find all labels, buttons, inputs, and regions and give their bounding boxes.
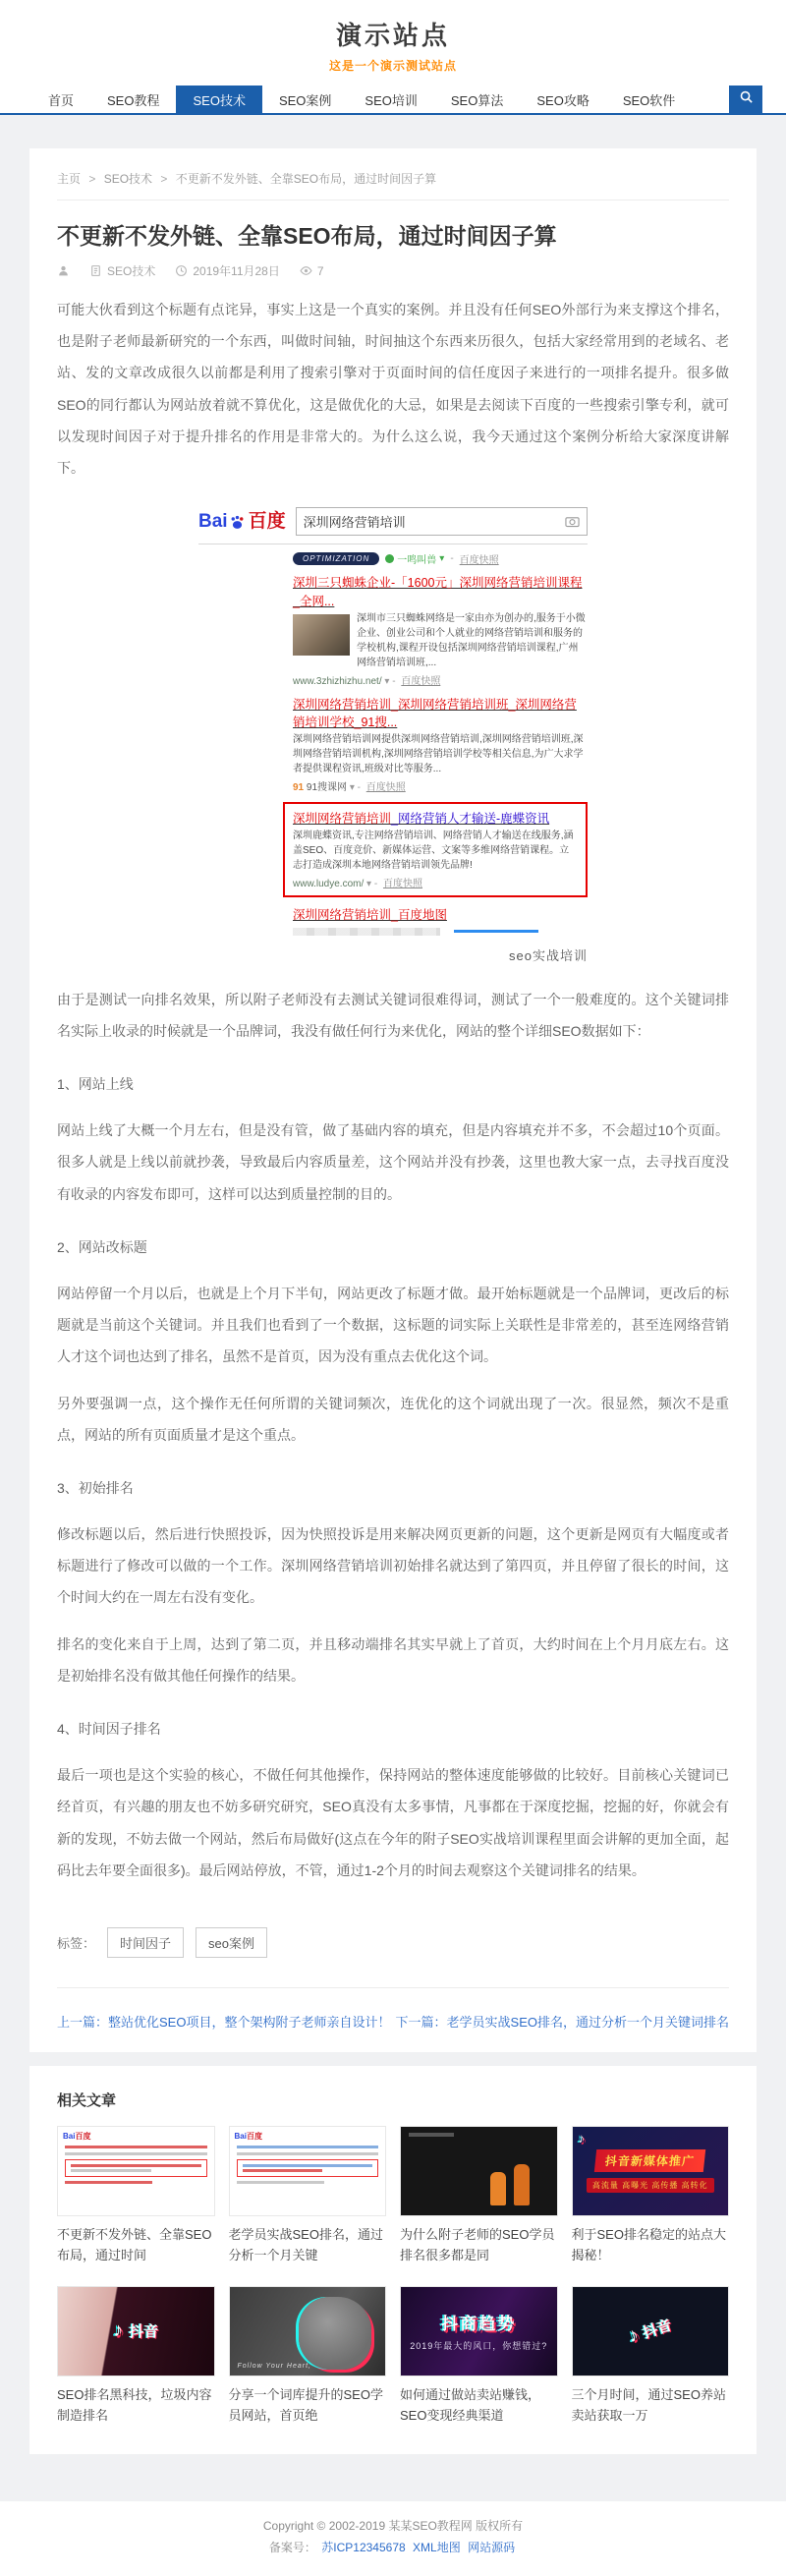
nav-item-seo-algorithm[interactable]: SEO算法 <box>450 92 504 108</box>
related-item-3[interactable] <box>400 2126 558 2266</box>
main-nav <box>0 86 786 115</box>
article-image-baidu-serp <box>198 507 588 964</box>
section-heading: 1、网站上线 <box>57 1076 134 1092</box>
nav-item-seo-tech[interactable]: SEO技术 <box>176 86 261 113</box>
baidu-logo: Bai 百度 <box>198 511 286 533</box>
tag-seo-case[interactable]: seo案例 <box>196 1927 267 1958</box>
related-title: 如何通过做站卖站赚钱，SEO变现经典渠道 <box>400 2386 541 2424</box>
article-meta <box>57 262 729 279</box>
related-item-6[interactable] <box>229 2286 387 2427</box>
related-title: 利于SEO排名稳定的站点大揭秘！ <box>571 2226 726 2263</box>
breadcrumb-current: 不更新不发外链、全靠SEO布局，通过时间因子算 <box>175 172 437 186</box>
site-subtitle: 这是一个演示测试站点 <box>328 59 457 73</box>
breadcrumb <box>57 170 729 200</box>
paragraph: 由于是测试一向排名效果，所以附子老师没有去测试关键词很难得词，测试了一个一般难度的。这个关键词排名实际上收录的时候就是一个品牌词，我没有做任何行为来优化，网站的整个详细SEO数据如下： <box>57 991 729 1039</box>
prev-post-link[interactable]: 上一篇：整站优化SEO项目，整个架构附子老师亲自设计！ <box>57 2014 391 2030</box>
related-title: 为什么附子老师的SEO学员排名很多都是同 <box>400 2226 555 2263</box>
related-thumb-cat: Follow Your Heart, <box>229 2286 387 2376</box>
breadcrumb-section[interactable]: SEO技术 <box>103 172 153 186</box>
related-thumb-douyin-phone: ♪ 抖音 <box>57 2286 215 2376</box>
serp-user-row: OPTIMIZATION 一鸣叫兽 ▾ - 百度快照 <box>293 551 588 566</box>
paragraph: 网站上线了大概一个月左右，但是没有管，做了基础内容的填充，但是内容填充并不多，不会超过10个页面。很多人就是上线以前就抄袭，导致最后内容质量差，这个网站并没有抄袭，这里也教大家一点，去寻找百度没有收录的内容发布即可，这样可以达到质量控制的目的。 <box>57 1122 729 1202</box>
author-icon <box>57 264 70 277</box>
breadcrumb-home[interactable]: 主页 <box>57 172 82 186</box>
user-avatar-icon <box>385 554 394 563</box>
related-item-5[interactable] <box>57 2286 215 2427</box>
site-title: 演示站点 <box>335 21 450 50</box>
related-item-4[interactable] <box>572 2126 730 2266</box>
category-link[interactable]: SEO技术 <box>89 262 155 279</box>
eye-icon <box>300 264 312 277</box>
nav-item-seo-tutorial[interactable]: SEO教程 <box>107 92 160 108</box>
douyin-note-icon: ♪ <box>113 2319 124 2342</box>
icp-link[interactable]: 苏ICP12345678 <box>321 2540 406 2554</box>
serp-result-2: 深圳网络营销培训_深圳网络营销培训班_深圳网络营销培训学校_91搜... 深圳网络营销培训网提供深圳网络营销培训,深圳网络营销培训班,深圳网络营销培训机构,深圳网络营销培训学校等相关信息,为广大求学者提供课程资讯,班级对比等服务... 91 91搜课网 ▾ - 百度快照 <box>293 697 584 794</box>
xml-sitemap-link[interactable]: XML地图 <box>413 2540 461 2554</box>
related-item-8[interactable] <box>572 2286 730 2427</box>
tag-list <box>57 1927 729 1958</box>
paragraph: 修改标题以后，然后进行快照投诉，因为快照投诉是用来解决网页更新的问题，这个更新是网页有大幅度或者标题进行了修改可以做的一个工作。深圳网络营销培训初始排名就达到了第四页，并且停留了很长的时间，这个时间大约在一周左右没有变化。 <box>57 1526 729 1606</box>
publish-date: 2019年11月28日 <box>175 262 280 279</box>
map-preview <box>293 928 588 936</box>
next-post-link[interactable]: 下一篇：老学员实战SEO排名，通过分析一个月关键词排名 <box>395 2014 729 2030</box>
section-heading: 4、时间因子排名 <box>57 1721 161 1737</box>
tags-label: 标签： <box>57 1935 96 1951</box>
page-title: 不更新不发外链、全靠SEO布局，通过时间因子算 <box>57 223 557 249</box>
serp-result-1: 深圳三只蜘蛛企业-「1600元」深圳网络营销培训课程_全网... 深圳市三只蜘蛛网络是一家由亦为创办的,服务于小微企业、创业公司和个人就业的网络营销培训和服务的学校机构,课程开设包括深圳网络营销培训课程,广州网络营销培训班,... www.3zhizhizhu.net/ ▾ - 百度快照 <box>293 576 586 687</box>
post-pager <box>57 1987 729 2031</box>
view-count: 7 <box>300 264 324 278</box>
search-icon <box>739 89 754 109</box>
related-thumb-serp: Bai百度 <box>229 2126 387 2216</box>
serp-result-3-highlighted: 深圳网络营销培训_网络营销人才输送-鹿蝶资讯 深圳鹿蝶资讯,专注网络营销培训、网络营销人才输送在线服务,涵盖SEO、百度竞价、新媒体运营、文案等多维网络营销课程。立志打造成深圳本地网络营销培训领先品牌! www.ludye.com/ ▾ - 百度快照 <box>283 802 588 897</box>
related-thumb-illustration <box>400 2126 558 2216</box>
image-watermark: seo实战培训 <box>509 947 588 963</box>
copyright-line: Copyright © 2002-2019 某某SEO教程网 版权所有 <box>262 2518 524 2533</box>
related-title: 老学员实战SEO排名，通过分析一个月关键 <box>228 2226 383 2263</box>
baidu-paw-icon <box>229 514 246 531</box>
breadcrumb-separator: > <box>160 172 168 186</box>
beian-label: 备案号： <box>268 2540 316 2554</box>
serp-user: 一鸣叫兽 ▾ <box>385 551 444 566</box>
section-heading: 2、网站改标题 <box>57 1238 147 1255</box>
related-heading: 相关文章 <box>57 2091 117 2109</box>
nav-item-seo-case[interactable]: SEO案例 <box>278 92 332 108</box>
folder-icon <box>89 264 102 277</box>
clock-icon <box>175 264 188 277</box>
douyin-note-icon: ♪ <box>625 2323 643 2348</box>
related-articles-card <box>29 2066 757 2454</box>
paragraph: 排名的变化来自于上周，达到了第二页，并且移动端排名其实早就上了首页，大约时间在上个月月底左右。这是初始排名没有做其他任何操作的结果。 <box>57 1635 729 1684</box>
breadcrumb-separator: > <box>88 172 96 186</box>
paragraph: 另外要强调一点，这个操作无任何所谓的关键词频次，连优化的这个词就出现了一次。很显然，频次不是重点，网站的所有页面质量才是这个重点。 <box>57 1395 729 1443</box>
site-footer <box>0 2501 786 2576</box>
related-item-1[interactable] <box>57 2126 215 2266</box>
related-title: 不更新不发外链、全靠SEO布局，通过时间 <box>57 2226 212 2263</box>
related-title: SEO排名黑科技，垃圾内容制造排名 <box>57 2386 212 2424</box>
nav-item-seo-strategy[interactable]: SEO攻略 <box>536 92 590 108</box>
section-heading: 3、初始排名 <box>57 1479 134 1496</box>
site-source-link[interactable]: 网站源码 <box>468 2540 516 2554</box>
article-body <box>57 294 729 1886</box>
douyin-note-icon: ♪ <box>578 2130 585 2146</box>
nav-item-seo-software[interactable]: SEO软件 <box>622 92 676 108</box>
related-item-7[interactable] <box>400 2286 558 2427</box>
related-thumb-douyin-promo: ♪ 抖音新媒体推广 高流量 高曝光 高传播 高转化 <box>572 2126 730 2216</box>
camera-icon <box>565 515 580 528</box>
related-thumb-douyin-logo: ♪ 抖音 <box>572 2286 730 2376</box>
related-thumb-doushang: 抖商趋势 2019年最大的风口，你想错过? <box>400 2286 558 2376</box>
article-card <box>29 148 757 2052</box>
serp-result-4-map: 深圳网络营销培训_百度地图 <box>293 906 588 936</box>
beian-line <box>0 2538 786 2559</box>
result-thumbnail <box>293 614 350 656</box>
tag-time-factor[interactable]: 时间因子 <box>107 1927 184 1958</box>
optimization-badge: OPTIMIZATION <box>293 552 379 565</box>
baidu-search-input: 深圳网络营销培训 <box>296 507 588 536</box>
paragraph: 可能大伙看到这个标题有点诧异，事实上这是一个真实的案例。并且没有任何SEO外部行为来支撑这个排名，也是附子老师最新研究的一个东西，叫做时间轴，时间抽这个东西来历很久，包括大家经常用到的老域名、老站、发的文章改成很久以前都是利用了搜索引擎对于页面时间的信任度因子来进行的一项排名提升。很多做SEO的同行都认为网站放着就不算优化，这是做优化的大忌，如果是去阅读下百度的一些搜索引擎专利，就可以发现时间因子对于提升排名的作用是非常大的。为什么这么说，我今天通过这个案例分析给大家深度讲解下。 <box>57 302 729 476</box>
paragraph: 最后一项也是这个实验的核心，不做任何其他操作，保持网站的整体速度能够做的比较好。目前核心关键词已经首页，有兴趣的朋友也不妨多研究研究，SEO真没有太多事情，凡事都在于深度挖掘，挖掘的好，你就会有新的发现，不妨去做一个网站，然后布局做好(这点在今年的附子SEO实战培训课程里面会讲解的更加全面，起码比去年要全面很多)。最后网站停放，不管，通过1-2个月的时间去观察这个关键词排名的结果。 <box>57 1767 729 1878</box>
nav-item-seo-training[interactable]: SEO培训 <box>365 92 418 108</box>
paragraph: 网站停留一个月以后，也就是上个月下半旬，网站更改了标题才做。最开始标题就是一个品牌词，更改后的标题就是当前这个关键词。并且我们也看到了一个数据，这标题的词实际上关联性是非常差的，甚至连网络营销人才这个词也达到了排名，虽然不是首页，因为没有重点去优化这个词。 <box>57 1285 729 1365</box>
nav-item-home[interactable]: 首页 <box>48 92 75 108</box>
souke-icon: 91 <box>293 782 305 794</box>
baidu-snapshot-link: 百度快照 <box>459 555 499 567</box>
related-title: 三个月时间，通过SEO养站卖站获取一万 <box>571 2386 726 2424</box>
search-button[interactable] <box>729 86 762 113</box>
baidu-search-bar <box>198 507 588 544</box>
related-thumb-serp: Bai百度 <box>57 2126 215 2216</box>
related-item-2[interactable] <box>229 2126 387 2266</box>
related-grid <box>57 2126 729 2427</box>
site-header <box>0 0 786 86</box>
related-title: 分享一个词库提升的SEO学员网站，首页绝 <box>228 2386 383 2424</box>
